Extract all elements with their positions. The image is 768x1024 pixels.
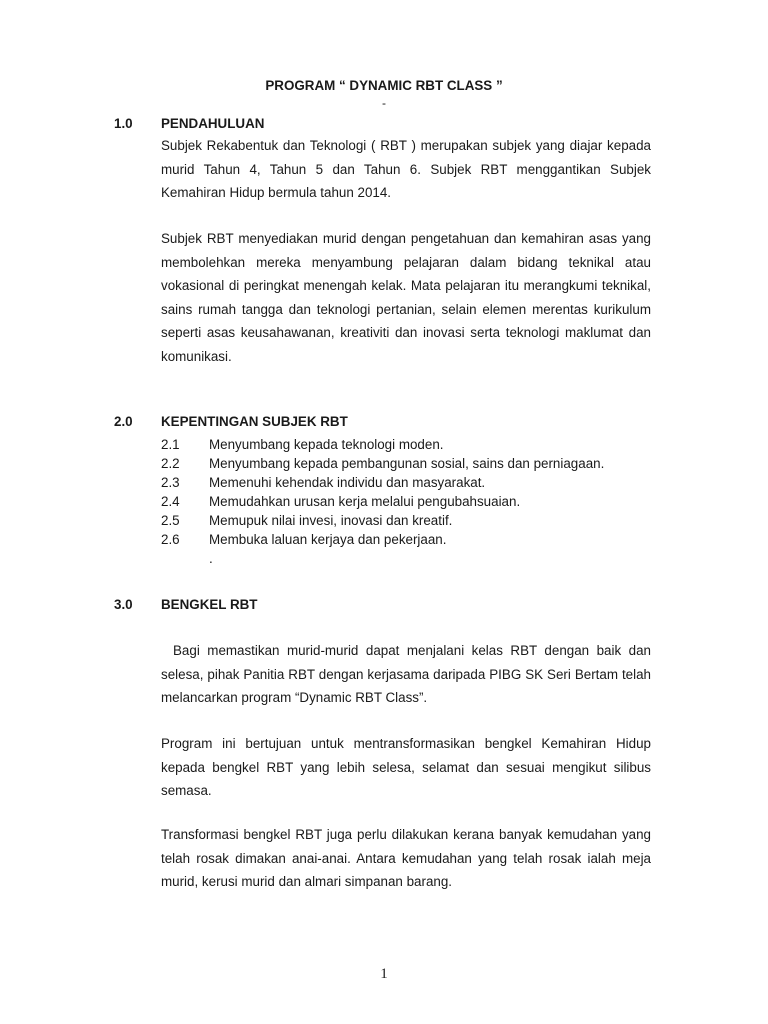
title-underline-mark: - — [382, 96, 386, 110]
list-item-text: Memudahkan urusan kerja melalui pengubahsuaian. — [209, 494, 521, 509]
list-trailing-mark: . — [209, 551, 213, 566]
page-number: 1 — [380, 966, 388, 982]
section-1-title: PENDAHULUAN — [161, 116, 265, 131]
list-item-text: Membuka laluan kerjaya dan pekerjaan. — [209, 532, 447, 547]
list-item-text: Menyumbang kepada teknologi moden. — [209, 437, 444, 452]
section-3-number: 3.0 — [114, 597, 133, 612]
section-3-paragraph-3: Transformasi bengkel RBT juga perlu dilakukan kerana banyak kemudahan yang telah rosak dimakan anai-anai. Antara kemudahan yang telah rosak ialah meja murid, kerusi murid dan almari simpanan barang. — [161, 827, 651, 889]
list-item-number: 2.6 — [161, 532, 180, 547]
list-item-number: 2.4 — [161, 494, 180, 509]
list-item-number: 2.3 — [161, 475, 180, 490]
list-item-number: 2.2 — [161, 456, 180, 471]
section-3-title: BENGKEL RBT — [161, 597, 258, 612]
section-1-paragraph-1: Subjek Rekabentuk dan Teknologi ( RBT ) merupakan subjek yang diajar kepada murid Tahun 4, Tahun 5 dan Tahun 6. Subjek RBT menggantikan Subjek Kemahiran Hidup bermula tahun 2014. — [161, 138, 651, 200]
list-item-number: 2.1 — [161, 437, 180, 452]
section-2-title: KEPENTINGAN SUBJEK RBT — [161, 414, 348, 429]
section-3-paragraph-1: Bagi memastikan murid-murid dapat menjalani kelas RBT dengan baik dan selesa, pihak Panitia RBT dengan kerjasama daripada PIBG SK Seri Bertam telah melancarkan program “Dynamic RBT Class”. — [161, 643, 651, 705]
section-3-paragraph-2: Program ini bertujuan untuk mentransformasikan bengkel Kemahiran Hidup kepada bengkel RBT yang lebih selesa, selamat dan sesuai mengikut silibus semasa. — [161, 736, 651, 798]
document-title: PROGRAM “ DYNAMIC RBT CLASS ” — [265, 78, 503, 93]
section-1-paragraph-2: Subjek RBT menyediakan murid dengan pengetahuan dan kemahiran asas yang membolehkan mereka menyambung pelajaran dalam bidang teknikal atau vokasional di peringkat menengah kelak. Mata pelajaran itu merangkumi teknikal, sains rumah tangga dan teknologi pertanian, selain elemen merentas kurikulum seperti asas keusahawanan, kreativiti dan inovasi serta teknologi maklumat dan komunikasi. — [161, 231, 651, 364]
section-2-number: 2.0 — [114, 414, 133, 429]
list-item-text: Memupuk nilai invesi, inovasi dan kreatif. — [209, 513, 453, 528]
list-item-text: Memenuhi kehendak individu dan masyarakat. — [209, 475, 486, 490]
list-item-number: 2.5 — [161, 513, 180, 528]
section-1-number: 1.0 — [114, 116, 133, 131]
list-item-text: Menyumbang kepada pembangunan sosial, sains dan perniagaan. — [209, 456, 605, 471]
